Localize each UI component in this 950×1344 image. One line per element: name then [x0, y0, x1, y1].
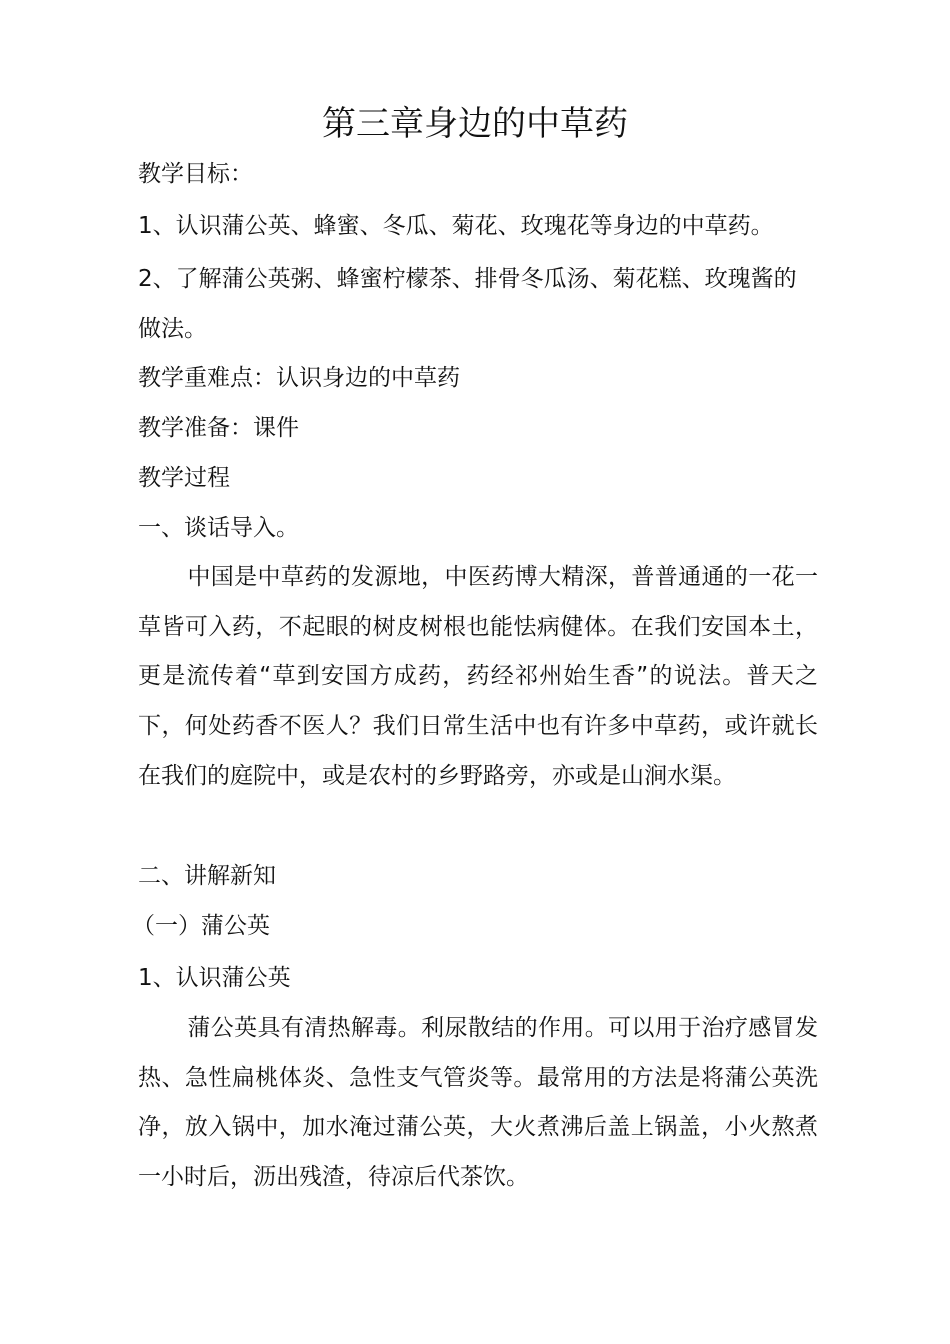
section-1-heading: 一、谈话导入。	[138, 515, 299, 541]
objective-2: 2、了解蒲公英粥、蜂蜜柠檬茶、排骨冬瓜汤、菊花糕、玫瑰酱的做法。	[138, 266, 797, 342]
section-1-paragraph: 中国是中草药的发源地，中医药博大精深，普普通通的一花一草皆可入药，不起眼的树皮树根也能怯病健体。在我们安国本土，更是流传着“草到安国方成药，药经祁州始生香”的说法。普天之下，何处药香不医人？我们日常生活中也有许多中草药，或许就长在我们的庭院中，或是农村的乡野路旁，亦或是山涧水渠。	[138, 564, 818, 789]
document-title: 第三章身边的中草药	[322, 104, 628, 144]
objective-1: 1、认识蒲公英、蜂蜜、冬瓜、菊花、玫瑰花等身边的中草药。	[138, 213, 774, 239]
section-2-heading: 二、讲解新知	[138, 863, 276, 889]
objectives-heading: 教学目标：	[138, 161, 253, 187]
process-heading: 教学过程	[138, 465, 230, 491]
preparation: 教学准备：课件	[138, 415, 299, 441]
subsection-1-heading: （一）蒲公英	[132, 913, 270, 939]
key-points: 教学重难点：认识身边的中草药	[138, 365, 460, 391]
subsection-1-paragraph: 蒲公英具有清热解毒。利尿散结的作用。可以用于治疗感冒发热、急性扁桃体炎、急性支气管炎等。最常用的方法是将蒲公英洗净，放入锅中，加水淹过蒲公英，大火煮沸后盖上锅盖，小火熬煮一小时后，沥出残渣，待凉后代茶饮。	[138, 1015, 818, 1191]
subsection-1-item-1: 1、认识蒲公英	[138, 965, 291, 991]
